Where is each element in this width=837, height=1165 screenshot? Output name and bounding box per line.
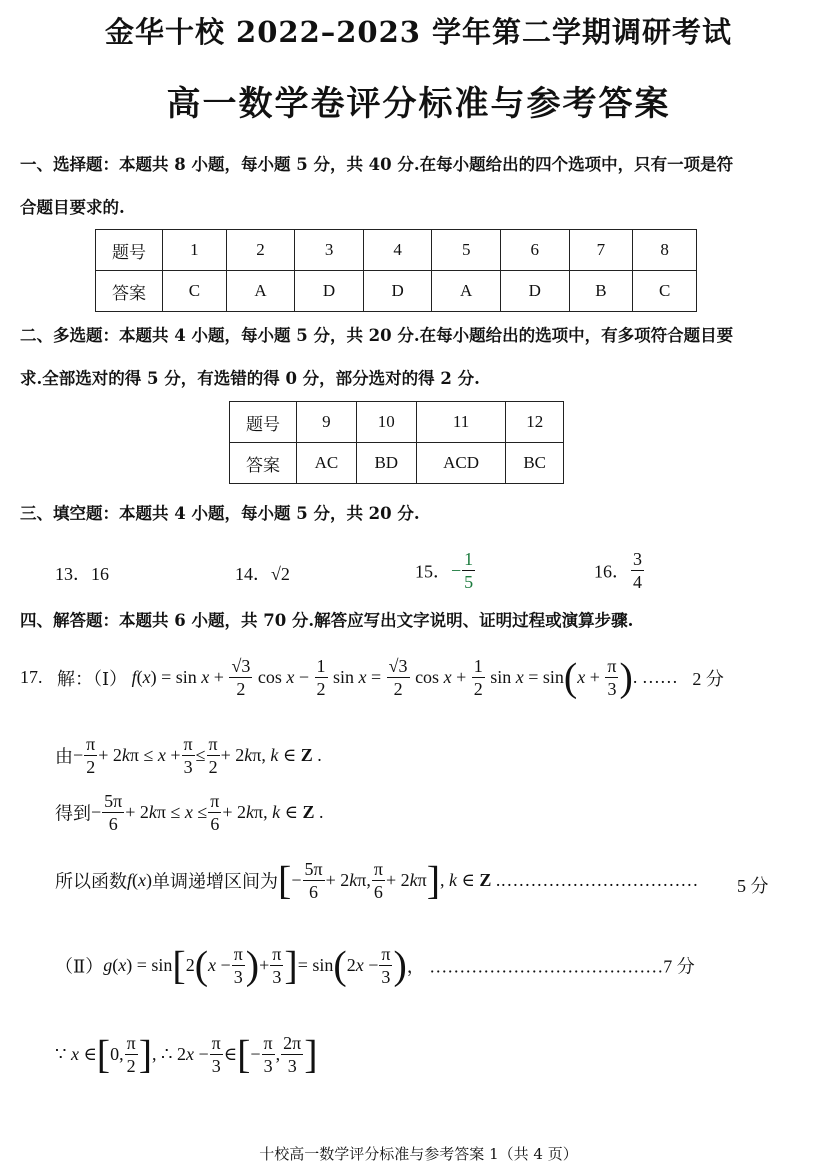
table-row: [96, 271, 697, 312]
answer-cell: C: [163, 271, 227, 312]
q17-part2-line: （Ⅱ）g(x) = sin[2(x − $\frac{\pi}{3}$ )+ $\frac{\pi}{3}$ ]= sin(2x − $\frac{\pi}{3}$ )， …………………………………7 分: [55, 942, 695, 988]
q17-range-line: ∵ x ∈[0, $\frac{\pi}{2}$ ], ∴ 2x − $\frac{\pi}{3}$ ∈[− $\frac{\pi}{3}$ , $\frac{2\pi}{3}$ ]: [55, 1031, 318, 1077]
answer-cell: D: [363, 271, 432, 312]
section2-heading: 二、多选题：本题共 4 小题，每小题 5 分，共 20 分.在每小题给出的选项中，有多项符合题目要: [20, 326, 734, 345]
answer-cell: A: [226, 271, 295, 312]
multi-choice-answer-table: [229, 401, 564, 484]
answer-cell: D: [295, 271, 364, 312]
answer-cell: BD: [356, 443, 416, 484]
question-number: 1: [163, 230, 227, 271]
table-row: [230, 402, 564, 443]
question-number: 7: [569, 230, 633, 271]
exam-title: 金华十校 2022–2023 学年第二学期调研考试: [104, 15, 733, 49]
row-label: 题号: [96, 230, 163, 271]
q17-result-line: 得到− $\frac{5\pi}{6}$ + 2kπ ≤ x ≤ $\frac{\pi}{6}$ + 2kπ, k ∈ Z .: [55, 791, 324, 834]
page-footer: 十校高一数学评分标准与参考答案 1（共 4 页）: [259, 1145, 578, 1163]
question-number: 9: [297, 402, 357, 443]
question-number: 3: [295, 230, 364, 271]
question-number: 6: [500, 230, 569, 271]
question-number: 4: [363, 230, 432, 271]
answer-cell: BC: [506, 443, 564, 484]
question-number: 8: [633, 230, 697, 271]
fill-answer-15: 15．− $\frac{1}{5}$: [415, 548, 476, 593]
question-number: 5: [432, 230, 501, 271]
fill-answer-13: 13．16: [55, 564, 109, 584]
answer-cell: ACD: [416, 443, 506, 484]
section1-heading: 一、选择题：本题共 8 小题，每小题 5 分，共 40 分.在每小题给出的四个选项中，只有一项是符: [20, 155, 734, 174]
question-number: 10: [356, 402, 416, 443]
question-number: 2: [226, 230, 295, 271]
table-row: [96, 230, 697, 271]
row-label: 答案: [96, 271, 163, 312]
fraction-three-quarters: $\frac{3}{4}$: [633, 549, 642, 592]
section3-heading: 三、填空题：本题共 4 小题，每小题 5 分，共 20 分.: [20, 504, 420, 523]
row-label: 答案: [230, 443, 297, 484]
row-label: 题号: [230, 402, 297, 443]
q17-inequality-line: 由− $\frac{\pi}{2}$ + 2kπ ≤ x + $\frac{\pi}{3}$ ≤ $\frac{\pi}{2}$ + 2kπ, k ∈ Z .: [55, 734, 322, 777]
score-mark: 7 分: [663, 956, 695, 977]
score-mark: 2 分: [692, 668, 724, 689]
score-mark: 5 分: [737, 876, 769, 896]
fill-answer-16: 16． $\frac{3}{4}$: [594, 548, 645, 593]
q17-part1-line: 17. 解：（Ⅰ） f(x) = sin x + $\frac{√3}{2}$ cos x − $\frac{1}{2}$ sin x = $\frac{√3}{2}$ cos x + $\frac{1}{2}$ sin x = sin(x + $\frac{\pi}{3}$ ). …… 2 分: [20, 654, 724, 700]
section2-heading-cont: 求.全部选对的得 5 分，有选错的得 0 分，部分选对的得 2 分.: [20, 369, 480, 388]
answer-cell: C: [633, 271, 697, 312]
answer-key-title: 高一数学卷评分标准与参考答案: [166, 84, 671, 124]
q17-interval-line: 所以函数f(x)单调递增区间为[− $\frac{5\pi}{6}$ + 2kπ, $\frac{\pi}{6}$ + 2kπ], k ∈ Z .……………………………: [55, 857, 699, 903]
answer-cell: B: [569, 271, 633, 312]
section4-heading: 四、解答题：本题共 6 小题，共 70 分.解答应写出文字说明、证明过程或演算步骤.: [20, 611, 634, 630]
table-row: [230, 443, 564, 484]
answer-cell: D: [500, 271, 569, 312]
choice-answer-table: [95, 229, 697, 312]
question-number: 12: [506, 402, 564, 443]
fill-answer-14: 14．√2: [235, 564, 290, 584]
question-number: 11: [416, 402, 506, 443]
fraction-minus-one-fifth: − $\frac{1}{5}$: [451, 549, 474, 592]
answer-cell: A: [432, 271, 501, 312]
answer-cell: AC: [297, 443, 357, 484]
section1-heading-cont: 合题目要求的.: [20, 198, 125, 217]
